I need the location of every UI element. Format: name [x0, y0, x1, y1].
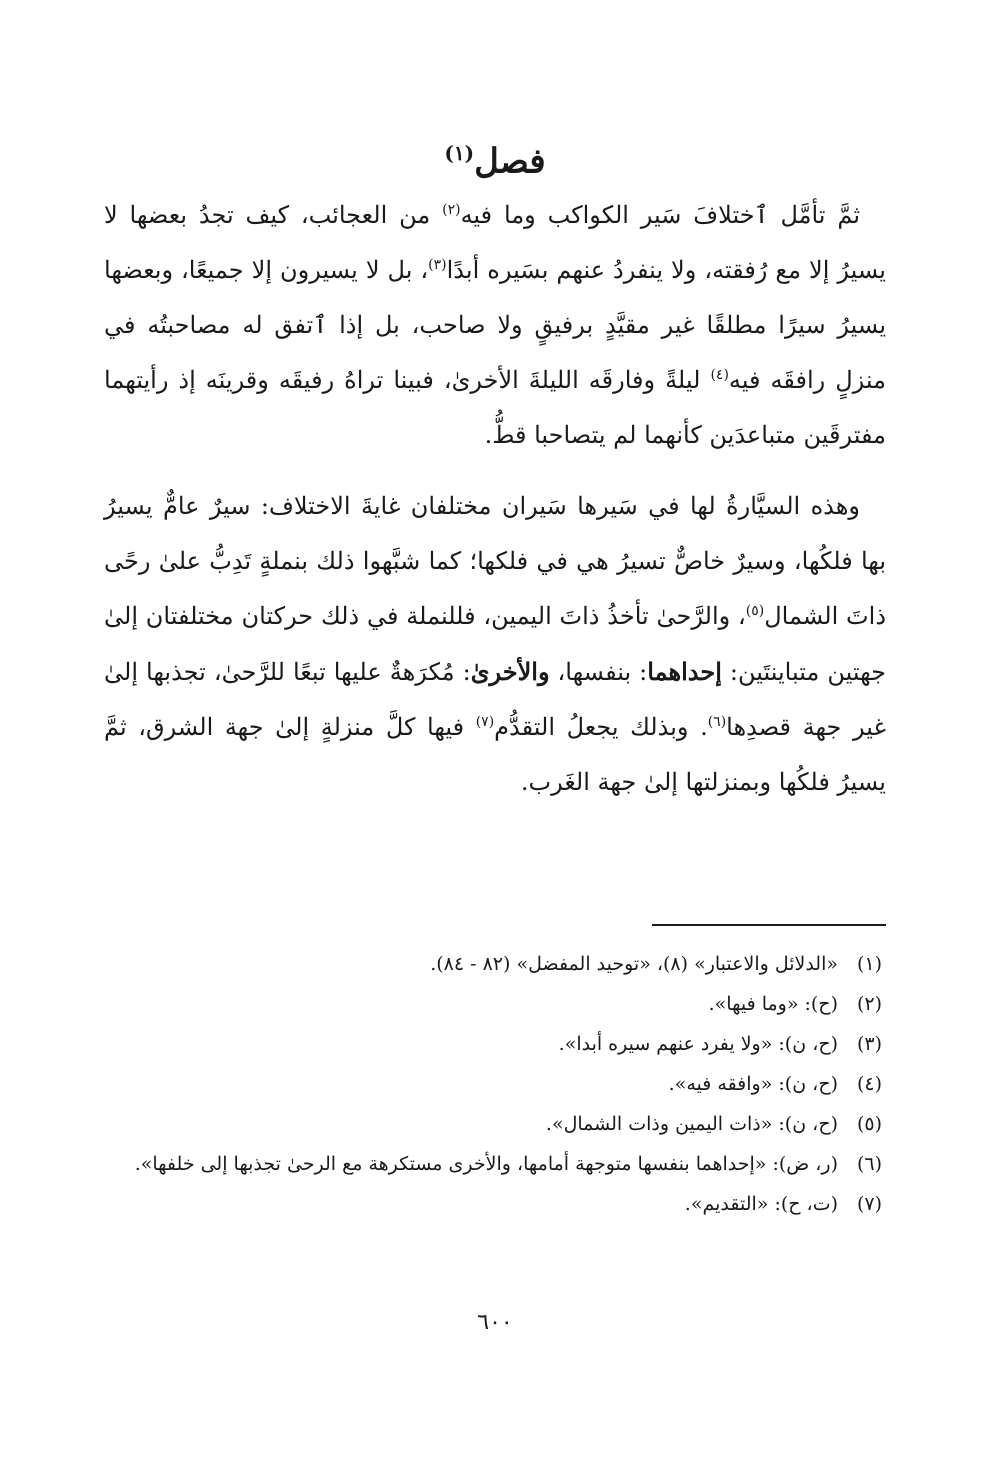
footnote-item [104, 984, 886, 1024]
footnote-ref: (٢) [442, 202, 461, 218]
bold-term: إحداهما [647, 657, 722, 686]
footnote-item [104, 1144, 886, 1184]
footnote-text: «الدلائل والاعتبار» (٨)، «توحيد المفضل» (٨٢ - ٨٤). [430, 953, 838, 975]
paragraph-2 [104, 479, 886, 810]
footnote-ref: (٤) [710, 367, 729, 383]
footnote-ref: (٦) [707, 714, 727, 730]
main-text [104, 188, 886, 826]
footnote-ref: (٥) [745, 603, 765, 619]
text-run: من العجائب، كيف تجدُ بعضها لا يسيرُ إلا مع رُفقته، ولا ينفردُ عنهم بسَيره أبدًا [104, 201, 886, 284]
footnote-text: (ت، ح): «التقديم». [684, 1193, 838, 1215]
footnote-text: (ح، ن): «ولا يفرد عنهم سيره أبدا». [558, 1033, 838, 1055]
chapter-heading-text: فصل [474, 141, 546, 182]
text-run: : بنفسها، [549, 658, 648, 686]
footnote-text: (ح، ن): «ذات اليمين وذات الشمال». [545, 1113, 838, 1135]
text-run: ، بل لا يسيرون إلا جميعًا، وبعضها يسيرُ سيرًا مطلقًا غير مقيَّدٍ برفيقٍ ولا صاحب، بل إذا ٱتفق له مصاحبتُه في منزلٍ رافقَه فيه [104, 256, 886, 394]
footnote-text: (ر، ض): «إحداهما بنفسها متوجهة أمامها، والأخرى مستكرهة مع الرحىٰ تجذبها إلى خلفها». [134, 1153, 838, 1175]
footnote-number: (٢) [856, 993, 882, 1015]
text-run: . وبذلك يجعلُ التقدُّم [494, 713, 708, 741]
footnote-ref: (٧) [475, 714, 495, 730]
text-run: وهذه السيَّارةُ لها في سَيرها سَيران مختلفان غايةَ الاختلاف: سيرٌ عامٌّ يسيرُ بها فلكُها، وسيرٌ خاصٌّ تسيرُ هي في فلكها؛ كما شبَّهوا ذلك بنملةٍ تَدِبُّ علىٰ رحًى ذاتَ الشمال [104, 492, 887, 630]
footnote-item [104, 1184, 886, 1224]
bold-term: والأخرىٰ [470, 657, 550, 686]
footnote-number: (١) [856, 953, 882, 975]
chapter-heading-footnote-ref: (١) [444, 140, 475, 165]
footnote-number: (٦) [856, 1153, 882, 1175]
footnotes-list [104, 944, 886, 1224]
footnote-item [104, 1064, 886, 1104]
footnote-item [104, 1104, 886, 1144]
chapter-heading [0, 141, 990, 182]
text-run: : مُكرَهةٌ عليها تبعًا للرَّحىٰ، تجذبها إلىٰ غير جهة قصدِها [104, 658, 886, 741]
footnote-ref: (٣) [428, 257, 447, 273]
footnote-text: (ح، ن): «وافقه فيه». [668, 1073, 838, 1095]
footnote-number: (٣) [856, 1033, 882, 1055]
footnote-number: (٧) [856, 1193, 882, 1215]
footnote-number: (٤) [856, 1073, 882, 1095]
footnote-item [104, 1024, 886, 1064]
paragraph-1 [104, 188, 886, 463]
text-run: فيها كلَّ منزلةٍ إلىٰ جهة الشرق، ثمَّ يسيرُ فلكُها وبمنزلتها إلىٰ جهة الغَرب. [104, 713, 886, 796]
footnote-text: (ح): «وما فيها». [708, 993, 838, 1015]
footnote-separator [652, 924, 886, 926]
page-number: ٦٠٠ [477, 1310, 513, 1335]
text-run: ، والرَّحىٰ تأخذُ ذاتَ اليمين، فللنملة في ذلك حركتان مختلفتان إلىٰ جهتين متباينتَين: [104, 602, 887, 686]
text-run: ليلةً وفارقَه الليلةَ الأخرىٰ، فبينا تراهُ رفيقَه وقرينَه إذ رأيتهما مفترقَين متباعدَين كأنهما لم يتصاحبا قطُّ. [104, 366, 886, 449]
footnote-item [104, 944, 886, 984]
footnote-number: (٥) [856, 1113, 882, 1135]
text-run: ثمَّ تأمَّل ٱختلافَ سَير الكواكب وما فيه [460, 201, 860, 229]
